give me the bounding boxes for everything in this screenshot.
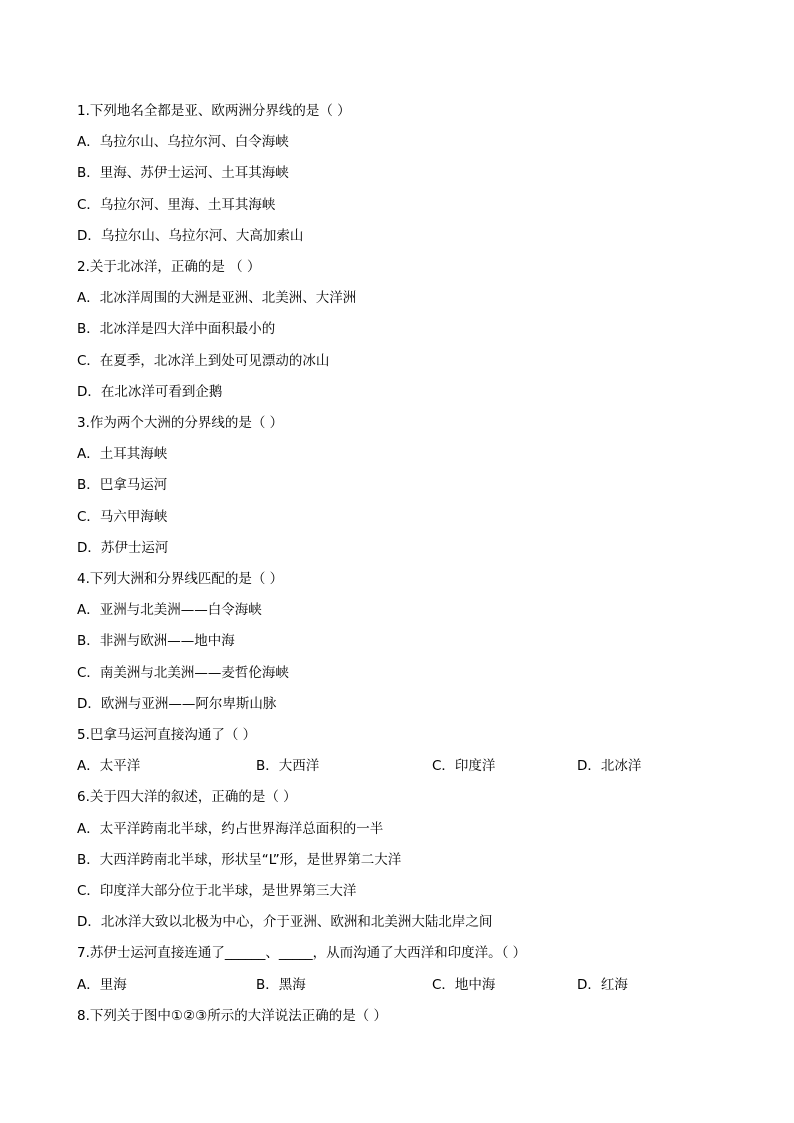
question-6-option-b: B．大西洋跨南北半球，形状呈“L”形，是世界第二大洋 — [77, 852, 402, 868]
question-7-option-a: A．里海 — [77, 977, 127, 993]
question-5-option-a: A．太平洋 — [77, 758, 141, 774]
question-3-option-c: C．马六甲海峡 — [77, 509, 168, 525]
question-4-option-a: A．亚洲与北美洲——白令海峡 — [77, 602, 262, 618]
question-5-option-b: B．大西洋 — [256, 758, 320, 774]
question-1-stem: 1.下列地名全都是亚、欧两洲分界线的是（ ） — [77, 103, 351, 119]
question-3-option-b: B．巴拿马运河 — [77, 477, 168, 493]
question-5-option-c: C．印度洋 — [432, 758, 496, 774]
question-8-stem: 8.下列关于图中①②③所示的大洋说法正确的是（ ） — [77, 1008, 387, 1024]
question-1-option-a: A．乌拉尔山、乌拉尔河、白令海峡 — [77, 134, 289, 150]
question-1-option-c: C．乌拉尔河、里海、土耳其海峡 — [77, 197, 276, 213]
question-5-stem: 5.巴拿马运河直接沟通了（ ） — [77, 727, 257, 743]
question-6-option-d: D．北冰洋大致以北极为中心，介于亚洲、欧洲和北美洲大陆北岸之间 — [77, 914, 493, 930]
question-1-option-d: D．乌拉尔山、乌拉尔河、大高加索山 — [77, 228, 304, 244]
question-4-option-d: D．欧洲与亚洲——阿尔卑斯山脉 — [77, 696, 277, 712]
question-6-option-a: A．太平洋跨南北半球，约占世界海洋总面积的一半 — [77, 821, 384, 837]
question-5-option-d: D．北冰洋 — [577, 758, 642, 774]
question-6-option-c: C．印度洋大部分位于北半球，是世界第三大洋 — [77, 883, 357, 899]
question-2-option-b: B．北冰洋是四大洋中面积最小的 — [77, 321, 276, 337]
question-7-stem: 7.苏伊士运河直接连通了______、_____，从而沟通了大西洋和印度洋。（ ） — [77, 945, 527, 961]
question-3-stem: 3.作为两个大洲的分界线的是（ ） — [77, 415, 284, 431]
question-2-option-a: A．北冰洋周围的大洲是亚洲、北美洲、大洋洲 — [77, 290, 357, 306]
question-3-option-d: D．苏伊士运河 — [77, 540, 169, 556]
question-4-option-b: B．非洲与欧洲——地中海 — [77, 633, 235, 649]
question-7-option-c: C．地中海 — [432, 977, 496, 993]
question-6-stem: 6.关于四大洋的叙述，正确的是（ ） — [77, 789, 297, 805]
question-2-option-c: C．在夏季，北冰洋上到处可见漂动的冰山 — [77, 353, 330, 369]
question-2-option-d: D．在北冰洋可看到企鹅 — [77, 384, 223, 400]
question-4-option-c: C．南美洲与北美洲——麦哲伦海峡 — [77, 665, 289, 681]
question-1-option-b: B．里海、苏伊士运河、土耳其海峡 — [77, 165, 289, 181]
question-3-option-a: A．土耳其海峡 — [77, 446, 168, 462]
question-7-option-b: B．黑海 — [256, 977, 306, 993]
question-4-stem: 4.下列大洲和分界线匹配的是（ ） — [77, 571, 284, 587]
question-2-stem: 2.关于北冰洋，正确的是 （ ） — [77, 259, 261, 275]
question-7-option-d: D．红海 — [577, 977, 628, 993]
